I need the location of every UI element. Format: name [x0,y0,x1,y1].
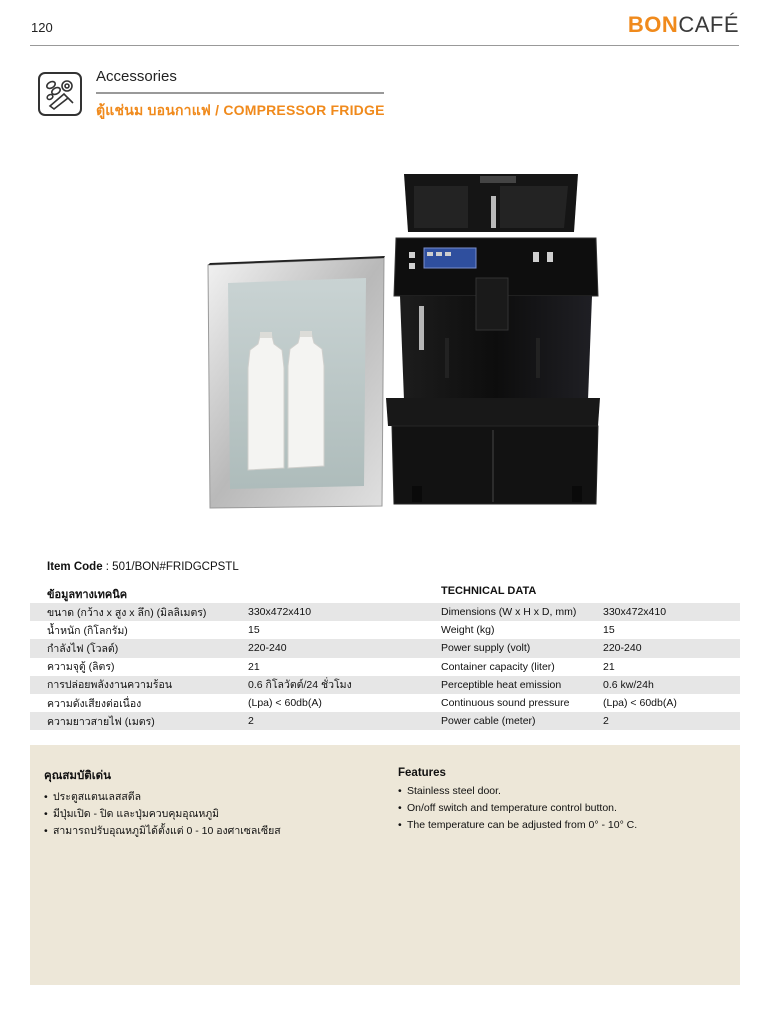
spec-label-en: Power cable (meter) [441,712,603,730]
spec-value-en: 2 [603,712,740,730]
accessories-tools-icon [38,72,82,116]
spec-value-en: 21 [603,660,615,673]
spec-value-en: (Lpa) < 60db(A) [603,697,677,710]
features-en [398,767,637,834]
features-title-en: Features [398,767,446,779]
spec-value-en: 15 [603,624,615,637]
table-row [30,621,740,639]
list-item: • ประตูสแตนเลสสตีล [44,789,281,806]
spec-label-en: Perceptible heat emission [441,676,603,694]
header-divider [30,45,739,46]
spec-label-en: Dimensions (W x H x D, mm) [441,603,603,621]
features-title-th: คุณสมบัติเด่น [44,770,111,782]
list-item: • มีปุ่มเปิด - ปิด และปุ่มควบคุมอุณหภูมิ [44,806,281,823]
spec-heading-th: ข้อมูลทางเทคนิค [47,589,128,601]
list-item: • On/off switch and temperature control button. [398,800,637,817]
spec-label-th: การปล่อยพลังงานความร้อน [30,676,248,694]
spec-value-th: 2 [248,712,441,730]
brand-logo: BONCAFÉ [627,12,739,37]
spec-label-en: Power supply (volt) [441,639,603,657]
section-subtitle: ตู้แช่นม บอนกาแฟ / COMPRESSOR FRIDGE [96,102,385,118]
spec-label-th: ความจุตู้ (ลิตร) [47,661,115,674]
spec-heading-en: TECHNICAL DATA [441,585,537,597]
table-row [30,603,740,621]
spec-label-th: ความยาวสายไฟ (เมตร) [30,712,248,730]
spec-value-th: 15 [248,624,260,637]
table-row [30,639,740,657]
coffee-machine-photo [386,174,600,504]
spec-value-en: 220-240 [603,639,740,657]
list-item: • Stainless steel door. [398,783,637,800]
spec-label-th: น้ำหนัก (กิโลกรัม) [47,624,128,637]
table-row [30,658,740,676]
spec-label-en: Continuous sound pressure [441,697,570,710]
section-title: Accessories [96,68,177,85]
features-box [30,745,740,985]
spec-label-th: ขนาด (กว้าง x สูง x ลึก) (มิลลิเมตร) [30,603,248,621]
fridge-and-coffee-machine-photo [200,168,605,513]
spec-value-th: 220-240 [248,639,441,657]
table-row [30,694,740,712]
list-item: • สามารถปรับอุณหภูมิได้ตั้งแต่ 0 - 10 องศาเซลเซียส [44,823,281,840]
spec-table [30,603,740,730]
spec-value-en: 0.6 kw/24h [603,676,740,694]
list-item: • The temperature can be adjusted from 0° - 10° C. [398,817,637,834]
spec-label-en: Container capacity (liter) [441,660,555,673]
fridge-photo [208,256,385,508]
page-number: 120 [31,20,53,35]
section-divider [96,92,384,94]
spec-value-th: 0.6 กิโลวัตต์/24 ชั่วโมง [248,676,441,694]
table-row [30,676,740,694]
spec-label-th: กำลังไฟ (โวลต์) [30,639,248,657]
spec-label-en: Weight (kg) [441,624,495,637]
spec-value-en: 330x472x410 [603,603,740,621]
spec-value-th: (Lpa) < 60db(A) [248,697,322,710]
spec-value-th: 21 [248,660,260,673]
item-code: Item Code : 501/BON#FRIDGCPSTL [47,561,239,573]
spec-value-th: 330x472x410 [248,603,441,621]
table-row [30,712,740,730]
spec-label-th: ความดังเสียงต่อเนื่อง [47,697,142,710]
features-th [44,767,281,840]
